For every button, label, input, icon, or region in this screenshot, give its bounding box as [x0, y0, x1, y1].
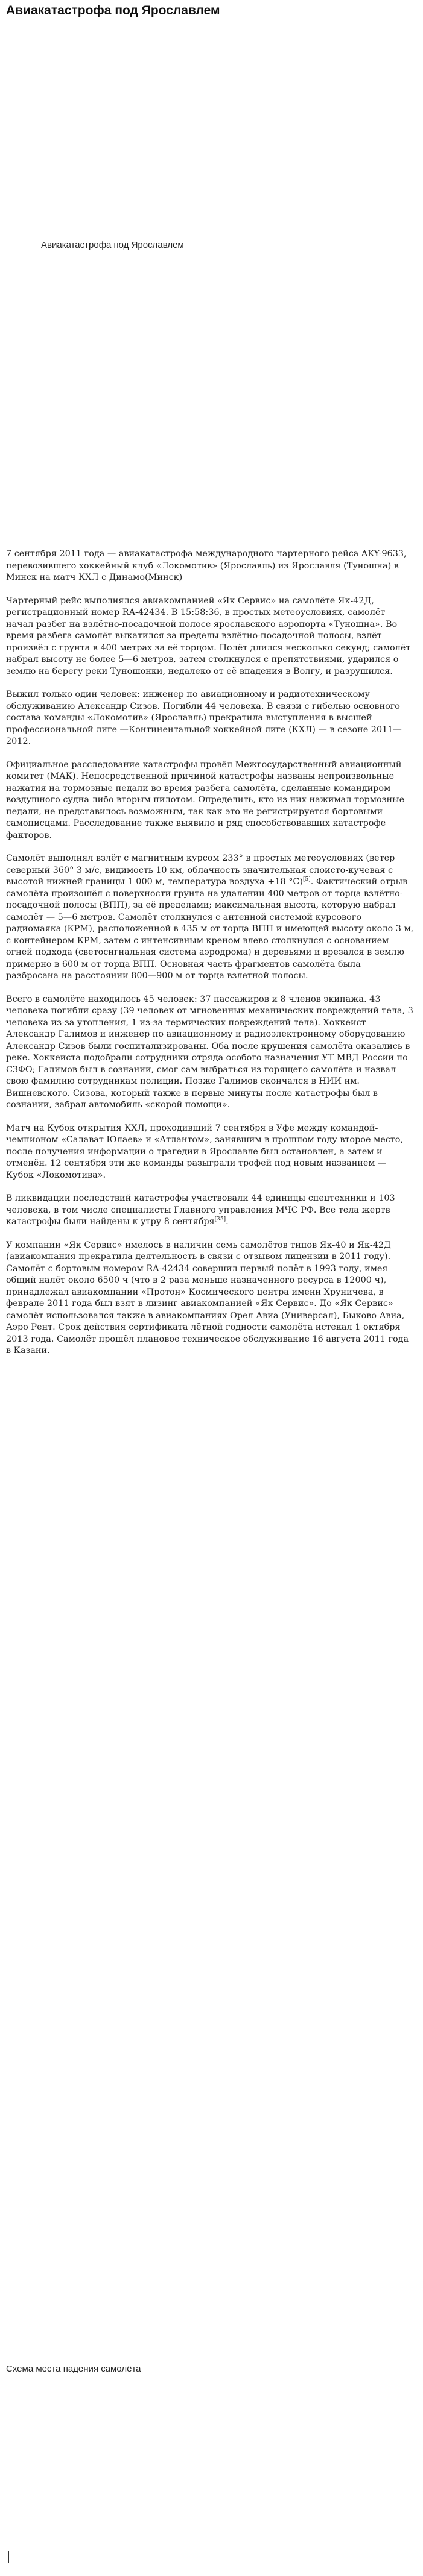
article-body: [6, 548, 415, 1369]
paragraph-rescue: В ликвидации последствий катастрофы участвовали 44 единицы спецтехники и 103 человека, в том числе специалисты Главного управления МЧС РФ. Все тела жертв катастрофы были найдены к утру 8 сентября[35].: [6, 1193, 395, 1227]
paragraph-aircraft: У компании «Як Сервис» имелось в наличии семь самолётов типов Як-40 и Як-42Д (авиакомпания прекратила деятельность в связи с отзывом лицензии в 2011 году). Самолёт с бортовым номером RA-42434 совершил первый полёт в 1993 году, имея общий налёт около 6500 ч (что в 2 раза меньше назначенного ресурса в 12000 ч), принадлежал авиакомпании «Протон» Космического центра имени Хруничева, в феврале 2011 года был взят в лизинг авиакомпанией «Як Сервис». До «Як Сервис» самолёт использовался также в авиакомпаниях Орел Авиа (Универсал), Быково Авиа, Аэро Рент. Срок действия сертификата лётной годности самолёта истекал 1 октября 2013 года. Самолёт прошёл плановое техническое обслуживание 16 августа 2011 года в Казани.: [6, 1240, 409, 1356]
footnote-link[interactable]: [5]: [303, 876, 311, 883]
map-caption: Схема места падения самолёта: [6, 2364, 141, 2374]
text-cursor: [8, 2551, 9, 2563]
paragraph-survivor: Выжил только один человек: инженер по авиационному и радиотехническому обслуживанию Александр Сизов. Погибли 44 человека. В связи с гибелью основного состава команды «Локомотив» (Ярославль) прекратила выступления в высшей профессиональной лиге —Континентальной хоккейной лиге (КХЛ) — в сезоне 2011—2012.: [6, 690, 402, 746]
paragraph-match: Матч на Кубок открытия КХЛ, проходивший 7 сентября в Уфе между командой-чемпионом «Салават Юлаев» и «Атлантом», занявшим в прошлом году второе место, после получения информации о трагедии в Ярославле был остановлен, а затем и отменён. 12 сентября эти же команды разыграли трофей под новым названием — Кубок «Локомотива».: [6, 1123, 404, 1180]
paragraph-takeoff: Самолёт выполнял взлёт с магнитным курсом 233° в простых метеоусловиях (ветер северный 360° 3 м/с, видимость 10 км, облачность значительная слоисто-кучевая с высотой нижней границы 1 000 м, температура воздуха +18 °C)[5]. Фактический отрыв самолёта произошёл с поверхности грунта на удалении 400 метров от торца взлётно-посадочной полосы (ВПП), за её пределами; максимальная высота, которую набрал самолёт — 5—6 метров. Самолёт столкнулся с антенной системой курсового радиомаяка (КРМ), расположенной в 435 м от торца ВПП и имеющей высоту около 3 м, с контейнером КРМ, затем с интенсивным креном влево столкнулся с основанием огней подхода (светосигнальная система аэродрома) и деревьями и врезался в землю примерно в 600 м от торца ВПП. Основная часть фрагментов самолёта была разбросана на расстоянии 800—900 м от торца взлетной полосы.: [6, 853, 414, 981]
paragraph-flight: Чартерный рейс выполнялся авиакомпанией «Як Сервис» на самолёте Як-42Д, регистрационный номер RA-42434. В 15:58:36, в простых метеоусловиях, самолёт начал разбег на взлётно-посадочной полосе ярославского аэропорта «Туношна». Во время разбега самолёт выкатился за пределы взлётно-посадочной полосы, взлёт произвёл с грунта в 400 метрах за её торцом. Полёт длился несколько секунд; самолёт набрал высоту не более 5—6 метров, затем столкнулся с препятствиями, ударился о землю на берегу реки Туношонки, недалеко от её впадения в Волгу, и разрушился.: [6, 595, 411, 676]
footnote-link[interactable]: [35]: [214, 1216, 226, 1223]
paragraph-intro: 7 сентября 2011 года — авиакатастрофа международного чартерного рейса AKY-9633, перевозившего хоккейный клуб «Локомотив» (Ярославль) из Ярославля (Туношна) в Минск на матч КХЛ с Динамо(Минск): [6, 549, 407, 582]
figure-caption: Авиакатастрофа под Ярославлем: [41, 240, 184, 250]
paragraph-investigation: Официальное расследование катастрофы провёл Межгосударственный авиационный комитет (МАК). Непосредственной причиной катастрофы названы непроизвольные нажатия на тормозные педали во время разбега самолёта, сделанные командиром воздушного судна либо вторым пилотом. Определить, кто из них нажимал тормозные педали, не представилось возможным, так как это не регистрируется бортовыми самописцами. Расследование также выявило и ряд способствовавших катастрофе факторов.: [6, 759, 405, 840]
page-title: Авиакатастрофа под Ярославлем: [6, 4, 220, 17]
paragraph-victims: Всего в самолёте находилось 45 человек: 37 пассажиров и 8 членов экипажа. 43 человека погибли сразу (39 человек от мгновенных механических повреждений тела, 3 человека из-за утопления, 1 из-за термических повреждений тела). Хоккеист Александр Галимов и инженер по авиационному и радиоэлектронному оборудованию Александр Сизов были госпитализированы. Оба после крушения самолёта оказались в реке. Хоккеиста подобрали сотрудники отряда особого назначения УТ МВД России по СЗФО; Галимов был в сознании, смог сам выбраться из горящего самолёта и назвал свою фамилию сотрудникам полиции. Позже Галимов скончался в НИИ им. Вишневского. Сизова, который также в первые минуты после катастрофы был в сознании, забрал автомобиль «скорой помощи».: [6, 994, 413, 1110]
crash-figure: [6, 28, 417, 546]
